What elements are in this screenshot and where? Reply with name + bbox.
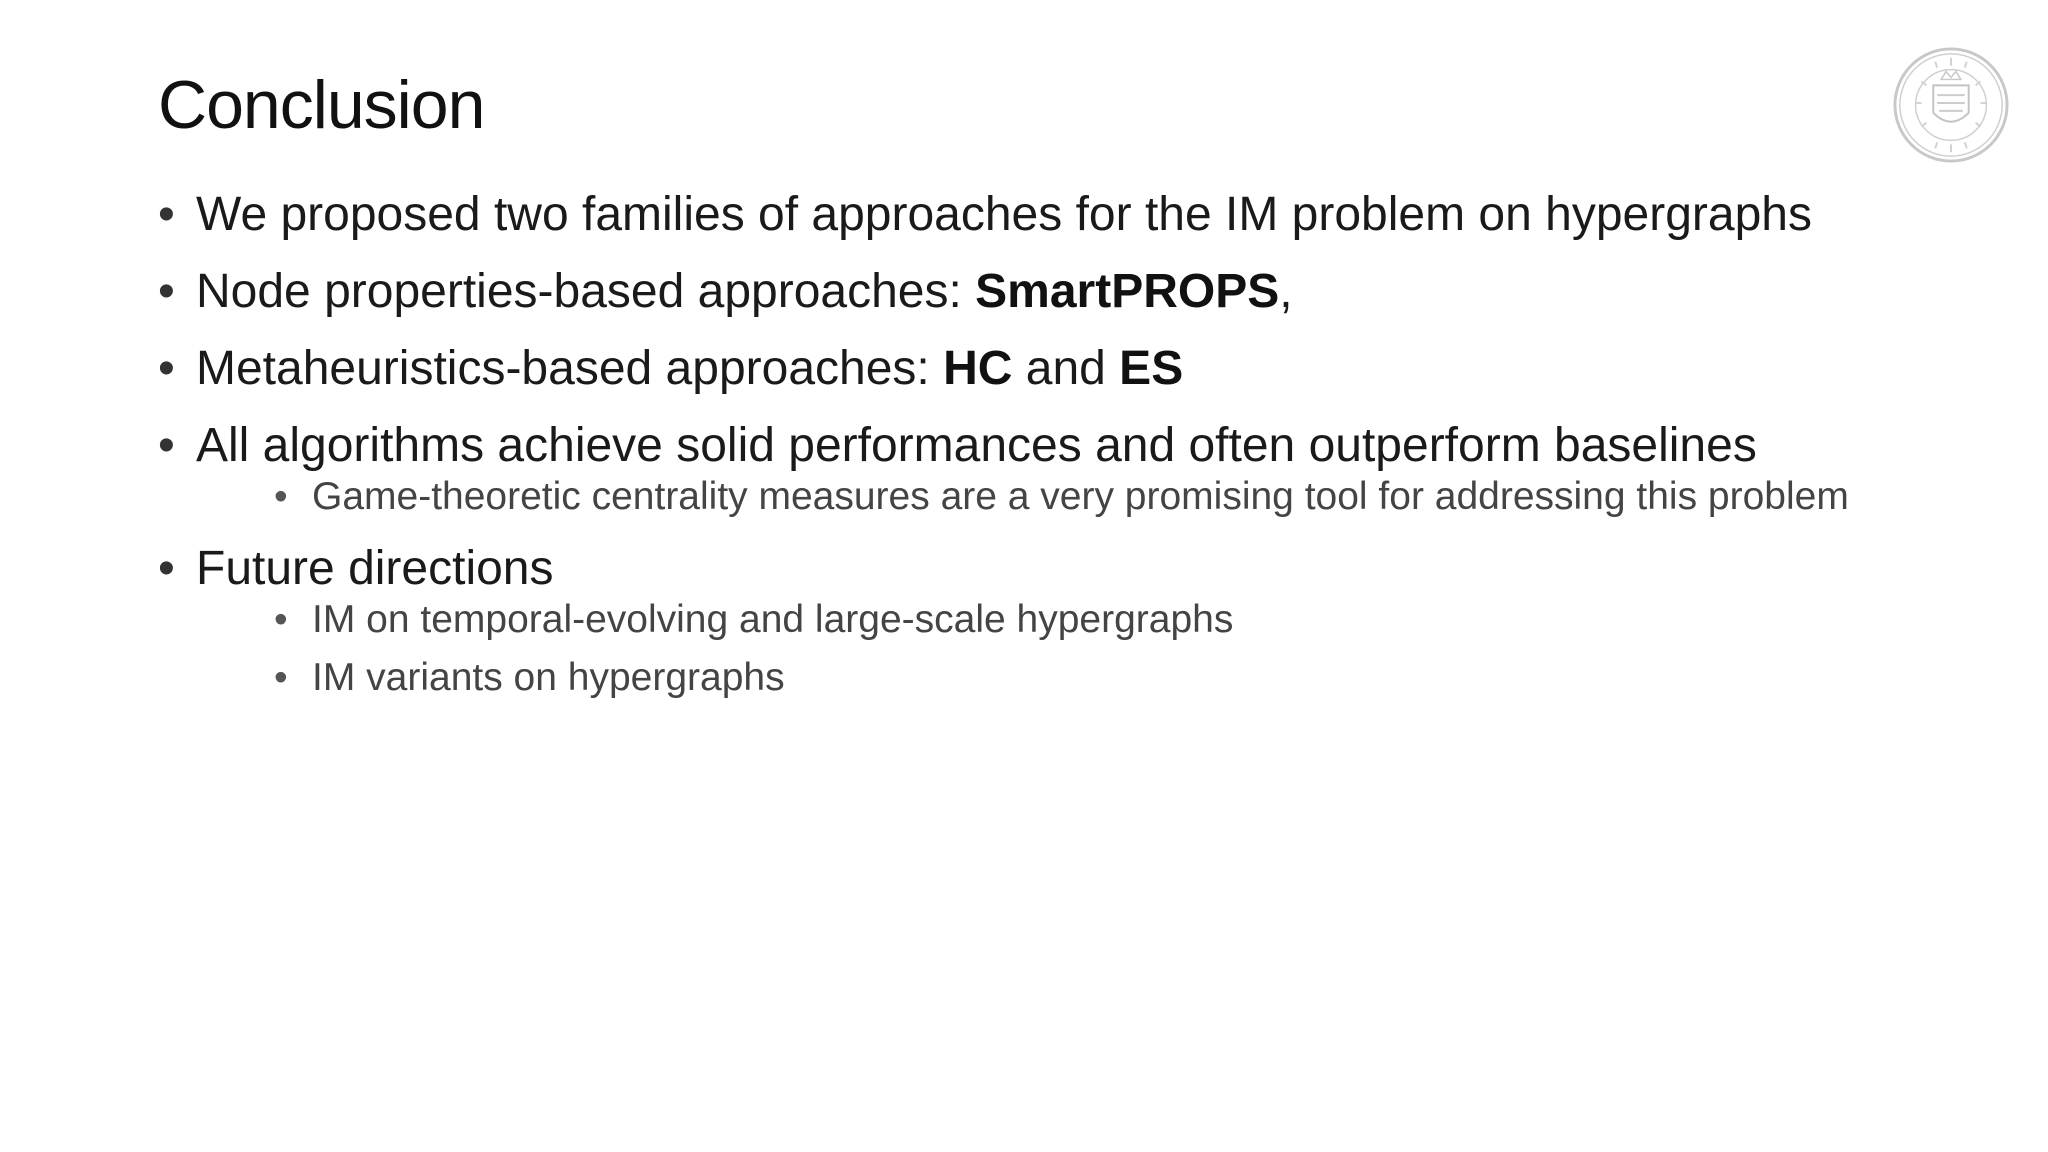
sub-bullet-list — [196, 597, 1918, 701]
bullet-item — [158, 340, 1918, 397]
bullet-bold-text: ES — [1119, 342, 1184, 395]
bullet-text: , — [1279, 265, 1293, 318]
bullet-text: and — [1012, 342, 1120, 395]
bullet-text: Metaheuristics-based approaches: — [196, 342, 944, 395]
bullet-item — [158, 540, 1918, 701]
bullet-text: Future directions — [196, 542, 554, 595]
sub-bullet-item: • IM on temporal-evolving and large-scale hypergraphs — [274, 597, 1918, 643]
bullet-item — [158, 263, 1918, 320]
sub-bullet-list — [196, 474, 1918, 520]
bullet-list — [158, 186, 1918, 701]
bullet-text: Node properties-based approaches: — [196, 265, 976, 318]
sub-bullet-item: • Game-theoretic centrality measures are a very promising tool for addressing this problem — [274, 474, 1918, 520]
bullet-item — [158, 186, 1918, 243]
bullet-bold-text: SmartPROPS — [975, 265, 1280, 318]
slide-title: Conclusion — [158, 67, 485, 143]
bullet-bold-text: HC — [943, 342, 1013, 395]
university-seal-logo — [1892, 46, 2010, 164]
bullet-text: All algorithms achieve solid performances and often outperform baselines — [196, 419, 1757, 472]
bullet-item — [158, 417, 1918, 520]
bullet-text: We proposed two families of approaches for the IM problem on hypergraphs — [196, 188, 1812, 241]
sub-bullet-item: • IM variants on hypergraphs — [274, 655, 1918, 701]
